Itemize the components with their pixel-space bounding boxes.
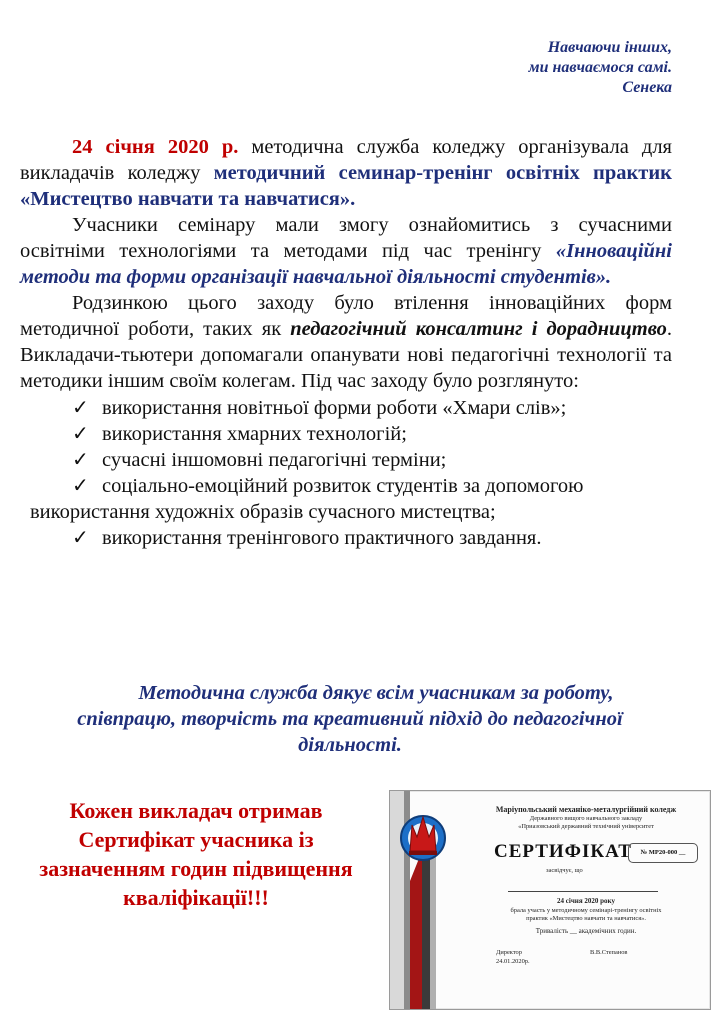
epigraph-author: Сенека [622,79,672,96]
highlight-text-a: Родзинкою цього заходу було втілення інноваційних форм методичної роботи, таких як [20,292,672,340]
paragraph-intro [20,134,672,212]
event-title: методичний семинар-тренінг освітніх практик «Мистецтво навчати та навчатися». [20,162,672,210]
highlight-text-b: . Викладачи-тьютери допомагали опанувати нові педагогічні технології та методики іншим своїм колегам. Під час заходу було розглянуто: [20,318,672,392]
announcement-line-1: Кожен викладач отримав [69,798,323,823]
checkmark-icon: ✓ [72,475,89,497]
epigraph-line-2: ми навчаємося самі. [528,59,672,76]
list-item-text: сучасні іншомовні педагогічні терміни; [102,449,447,471]
list-item-text: соціально-емоційний розвиток студентів за допомогою [102,475,584,497]
college-emblem-icon [396,807,450,865]
list-item [72,525,672,551]
thanks-line-3: діяльності. [298,734,402,756]
certificate-announcement [14,796,378,912]
topics-checklist [20,395,672,551]
list-item-text: використання тренінгового практичного завдання. [102,527,542,549]
list-item [72,395,672,421]
checkmark-icon: ✓ [72,397,89,419]
thanks-line-1: Методична служба дякує всім учасникам за роботу, [138,682,614,704]
checkmark-icon: ✓ [72,527,89,549]
sign-date: 24.01.2020р. [496,958,530,965]
announcement-line-2: Сертифікат учасника із [78,827,314,852]
certificate-desc-2: практик «Мистецтво навчати та навчатися». [526,915,646,922]
director-label: Директор [496,949,522,956]
thanks-message [20,680,680,758]
certifies-text: засвідчує, що [546,867,583,874]
college-sub-1: Державного вищого навчального закладу [529,815,643,822]
certificate-number: № МР20-000 __ [628,843,698,863]
list-item [20,473,672,525]
certificate-duration: Тривалість __ академічних годин. [535,927,637,935]
highlight-emphasis: педагогічний консалтинг і дорадництво [290,318,667,340]
college-name: Маріупольський механіко-металургійний коледж [495,805,677,814]
article-body [20,134,672,551]
certificate-header [468,805,704,831]
intro-text: методична служба коледжу організувала для викладачів коледжу [20,136,672,184]
certificate-image [389,790,711,1010]
paragraph-participants [20,212,672,290]
checkmark-icon: ✓ [72,449,89,471]
checkmark-icon: ✓ [72,423,89,445]
event-date: 24 січня 2020 р. [72,136,239,158]
certificate-title: СЕРТИФІКАТ [494,841,632,862]
signer-name: В.В.Степанов [590,949,628,956]
list-item [72,421,672,447]
paragraph-highlight [20,290,672,394]
announcement-line-4: кваліфікації!!! [123,885,269,910]
name-line [508,891,658,892]
list-item-text: використання новітньої форми роботи «Хмари слів»; [102,397,567,419]
training-title: «Інноваційні методи та форми організації навчальної діяльності студентів». [20,240,672,288]
certificate-desc-1: брала участь у методичному семінарі-тренінгу освітніх [510,907,662,914]
thanks-line-2: співпрацю, творчість та креативний підхід до педагогічної [77,708,623,730]
college-sub-2: «Приазовський державний технічний університет [518,823,654,830]
epigraph-line-1: Навчаючи інших, [547,39,672,56]
epigraph [529,38,672,98]
list-item-text-continued: використання художніх образів сучасного мистецтва; [30,501,496,523]
participants-text: Учасники семінару мали змогу ознайомитись з сучасними освітніми технологіями та методами під час тренінгу [20,214,672,262]
list-item [72,447,672,473]
certificate-date: 24 січня 2020 року [557,897,615,905]
list-item-text: використання хмарних технологій; [102,423,407,445]
announcement-line-3: зазначенням годин підвищення [39,856,353,881]
